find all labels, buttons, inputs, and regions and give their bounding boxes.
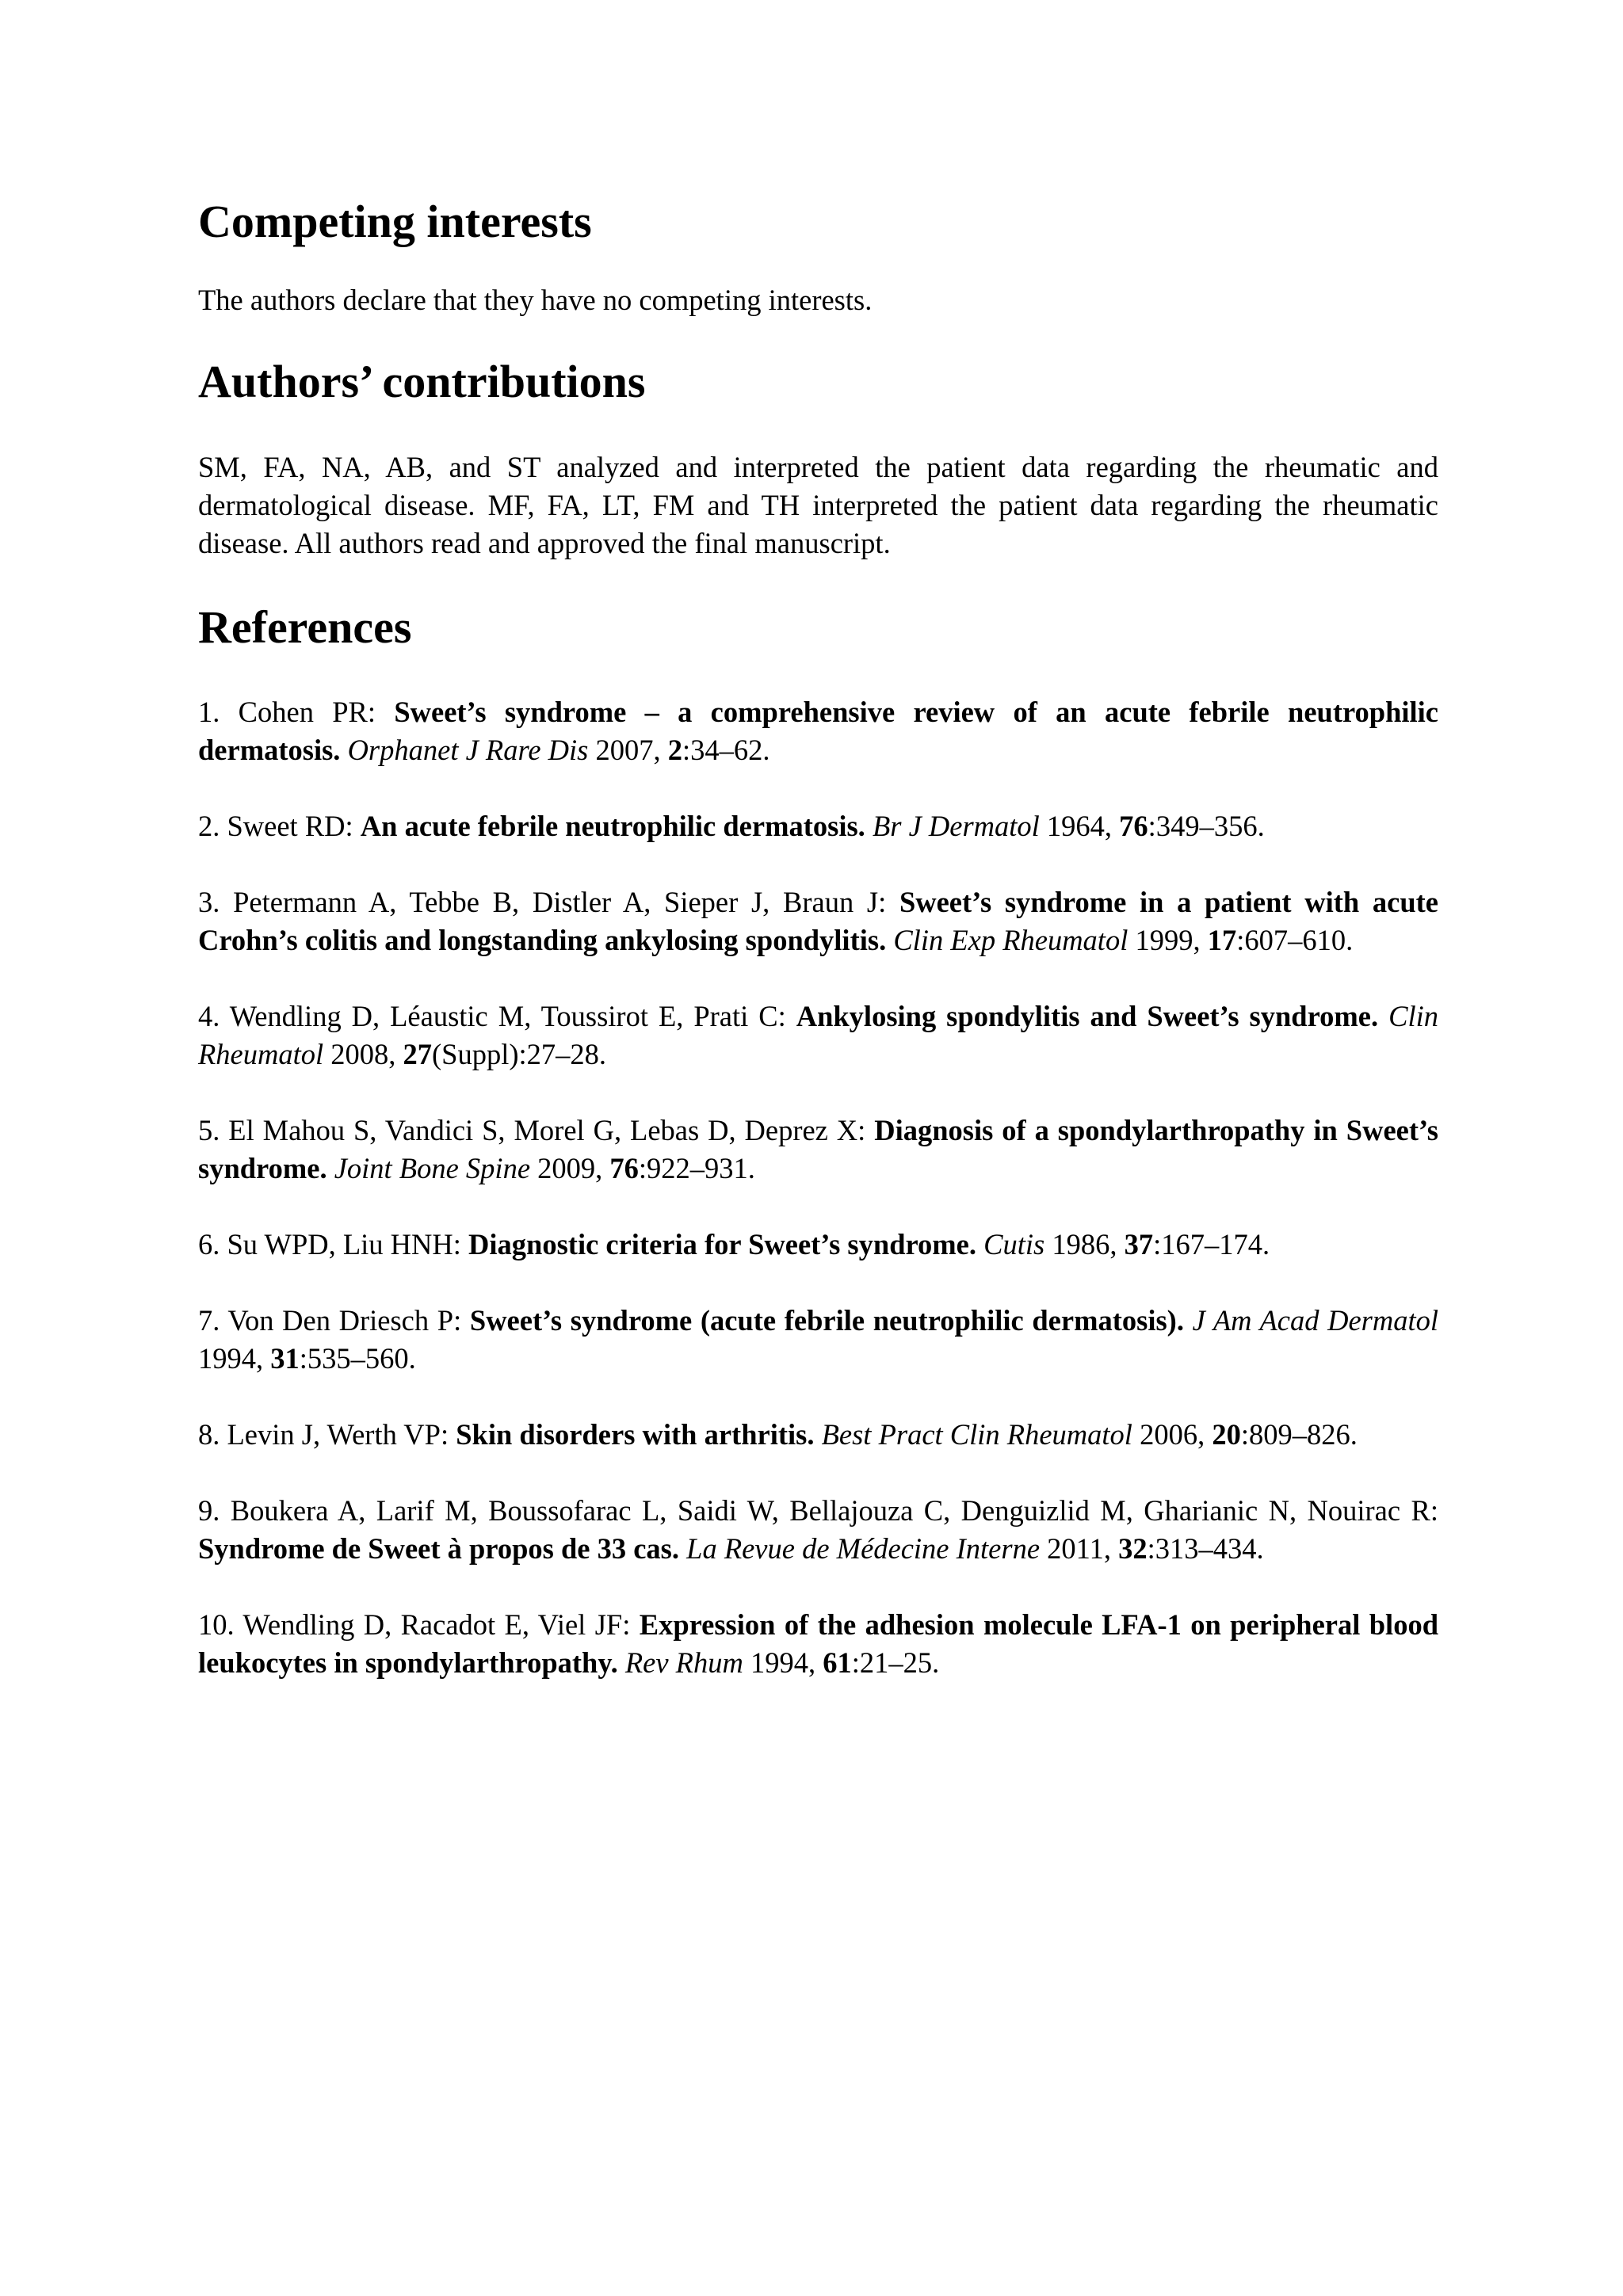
reference-title: Diagnostic criteria for Sweet’s syndrome.	[468, 1228, 977, 1261]
reference-volume: 76	[1119, 810, 1148, 843]
reference-title: Sweet’s syndrome in a patient with acute Crohn’s colitis and longstanding ankylosing spondylitis.	[198, 886, 1439, 957]
reference-title: Syndrome de Sweet à propos de 33 cas.	[198, 1532, 680, 1566]
reference-journal: Clin Exp Rheumatol	[893, 924, 1128, 957]
reference-pages: :167–174.	[1153, 1228, 1270, 1261]
reference-pages: :809–826.	[1240, 1418, 1358, 1451]
reference-volume: 32	[1118, 1532, 1148, 1566]
reference-title: Ankylosing spondylitis and Sweet’s syndrome.	[796, 1000, 1379, 1033]
reference-title: Skin disorders with arthritis.	[456, 1418, 815, 1451]
reference-year: 2011,	[1040, 1532, 1119, 1566]
reference-item	[198, 997, 1438, 1074]
reference-year: 1964,	[1039, 810, 1120, 843]
reference-year: 1994,	[743, 1646, 823, 1680]
reference-year: 2009,	[530, 1152, 610, 1185]
reference-pages: :21–25.	[851, 1646, 940, 1680]
reference-journal: Best Pract Clin Rheumatol	[821, 1418, 1132, 1451]
reference-pages: :922–931.	[638, 1152, 755, 1185]
reference-year: 2007,	[588, 734, 668, 767]
reference-journal: La Revue de Médecine Interne	[686, 1532, 1041, 1566]
reference-authors: 9. Boukera A, Larif M, Boussofarac L, Saidi W, Bellajouza C, Denguizlid M, Gharianic N, Nouirac R:	[198, 1494, 1438, 1527]
reference-title: Diagnosis of a spondylarthropathy in Sweet’s syndrome.	[198, 1114, 1439, 1185]
authors-contributions-heading: Authors’ contributions	[198, 355, 646, 407]
reference-authors: 5. El Mahou S, Vandici S, Morel G, Lebas D, Deprez X:	[198, 1114, 875, 1147]
reference-year: 1999,	[1128, 924, 1208, 957]
reference-journal: Joint Bone Spine	[334, 1152, 531, 1185]
reference-item	[198, 1302, 1438, 1378]
reference-list	[198, 693, 1438, 1682]
reference-title: Sweet’s syndrome – a comprehensive review of an acute febrile neutrophilic dermatosis.	[198, 696, 1438, 767]
reference-journal: Br J Dermatol	[872, 810, 1040, 843]
reference-item	[198, 1492, 1438, 1568]
reference-authors: 1. Cohen PR:	[198, 696, 395, 729]
reference-volume: 31	[270, 1342, 300, 1375]
reference-authors: 4. Wendling D, Léaustic M, Toussirot E, Prati C:	[198, 1000, 796, 1033]
reference-volume: 27	[403, 1038, 433, 1071]
competing-interests-heading: Competing interests	[198, 196, 592, 247]
reference-journal: Cutis	[983, 1228, 1045, 1261]
reference-item	[198, 693, 1438, 769]
reference-authors: 7. Von Den Driesch P:	[198, 1304, 470, 1337]
authors-contributions-text: SM, FA, NA, AB, and ST analyzed and interpreted the patient data regarding the rheumatic and dermatological disease. MF, FA, LT, FM and TH interpreted the patient data regarding the rheumatic disease. All authors read and approved the final manuscript.	[198, 450, 1438, 559]
reference-journal: Orphanet J Rare Dis	[347, 734, 589, 767]
reference-journal: J Am Acad Dermatol	[1192, 1304, 1439, 1337]
reference-year: 1994,	[198, 1342, 271, 1375]
reference-journal: Rev Rhum	[624, 1646, 743, 1680]
reference-year: 2008,	[323, 1038, 403, 1071]
reference-volume: 2	[667, 734, 682, 767]
reference-pages: :535–560.	[299, 1342, 416, 1375]
reference-volume: 20	[1212, 1418, 1241, 1451]
reference-item	[198, 1112, 1438, 1188]
reference-item	[198, 1606, 1438, 1682]
reference-authors: 3. Petermann A, Tebbe B, Distler A, Sieper J, Braun J:	[198, 886, 899, 919]
reference-title: Expression of the adhesion molecule LFA-1 on peripheral blood leukocytes in spondylarthropathy.	[198, 1608, 1438, 1680]
reference-year: 1986,	[1044, 1228, 1125, 1261]
reference-item	[198, 883, 1438, 959]
competing-interests-text: The authors declare that they have no competing interests.	[198, 283, 873, 316]
reference-volume: 61	[823, 1646, 852, 1680]
reference-authors: 8. Levin J, Werth VP:	[198, 1418, 456, 1451]
reference-volume: 37	[1124, 1228, 1154, 1261]
reference-item	[198, 1226, 1438, 1264]
reference-authors: 2. Sweet RD:	[198, 810, 361, 843]
reference-pages: :34–62.	[682, 734, 770, 767]
document-page	[198, 196, 1438, 1720]
reference-journal: Clin Rheumatol	[198, 1000, 1439, 1071]
references-heading: References	[198, 601, 412, 653]
reference-volume: 76	[609, 1152, 639, 1185]
reference-year: 2006,	[1132, 1418, 1212, 1451]
reference-item	[198, 807, 1438, 845]
reference-authors: 10. Wendling D, Racadot E, Viel JF:	[198, 1608, 640, 1642]
reference-pages: :313–434.	[1147, 1532, 1264, 1566]
reference-pages: :349–356.	[1148, 810, 1265, 843]
reference-authors: 6. Su WPD, Liu HNH:	[198, 1228, 469, 1261]
reference-pages: :607–610.	[1236, 924, 1354, 957]
reference-title: Sweet’s syndrome (acute febrile neutrophilic dermatosis).	[469, 1304, 1184, 1337]
reference-volume: 17	[1207, 924, 1237, 957]
reference-pages: (Suppl):27–28.	[432, 1038, 607, 1071]
reference-title: An acute febrile neutrophilic dermatosis.	[360, 810, 865, 843]
reference-item	[198, 1416, 1438, 1454]
